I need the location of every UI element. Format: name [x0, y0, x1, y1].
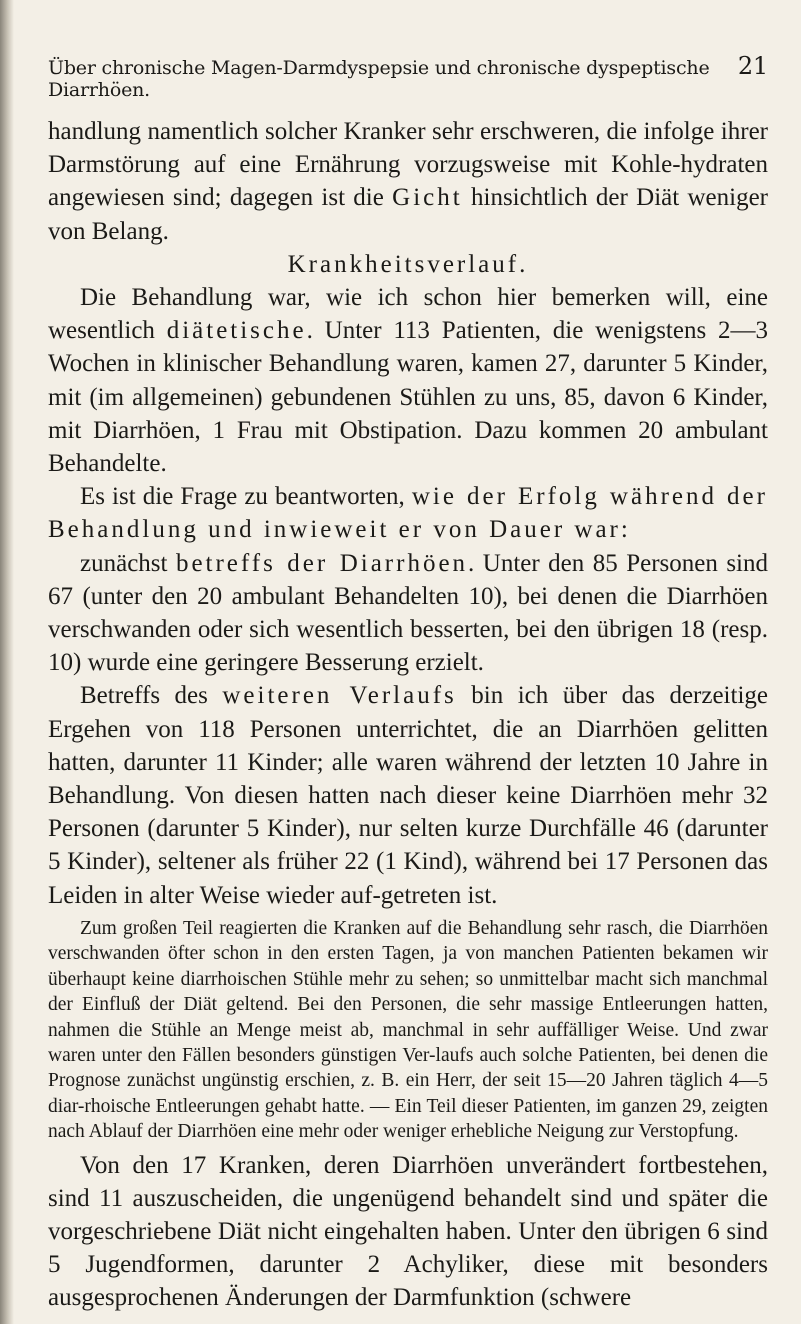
emphasis-diarrhoeen: betreffs der Diarrhöen: [175, 549, 469, 577]
book-gutter-shadow: [0, 0, 14, 1324]
emphasis-erfolg: wie der Erfolg während der Behandlung und inwieweit er von Dauer war:: [48, 483, 768, 544]
paragraph-question: Es ist die Frage zu beantworten, wie der Erfolg während der Behandlung und inwieweit er von Dauer war:: [48, 483, 768, 544]
small-print-paragraph: Zum großen Teil reagierten die Kranken auf die Behandlung sehr rasch, die Diarrhöen verschwanden öfter schon in den ersten Tagen, ja von manchen Patienten bekamen wir überhaupt keine diarrhoischen Stühle mehr zu sehen; so unmittelbar macht sich manchmal der Einfluß der Diät geltend. Bei den Personen, die sehr massige Entleerungen hatten, nahmen die Stühle an Menge meist ab, manchmal in sehr auffälliger Weise. Und zwar waren unter den Fällen besonders günstigen Ver-laufs auch solche Patienten, bei denen die Prognose zunächst ungünstig erschien, z. B. ein Herr, der seit 15—20 Jahren täglich 4—5 diar-rhoische Entleerungen gehabt hatte. — Ein Teil dieser Patienten, im ganzen 29, zeigten nach Ablauf der Diarrhöen eine mehr oder weniger erhebliche Neigung zur Verstopfung.: [48, 917, 768, 1143]
paragraph-remaining: Von den 17 Kranken, deren Diarrhöen unverändert fortbestehen, sind 11 auszuscheiden, die ungenügend behandelt sind und später die vorgeschriebene Diät nicht eingehalten haben. Unter den übrigen 6 sind 5 Jugendformen, darunter 2 Achyliker, diese mit besonders ausgesprochenen Änderungen der Darmfunktion (schwere: [48, 1151, 768, 1312]
emphasis-diaetetisch: diätetische: [166, 317, 307, 345]
paragraph-diarrhoeen: zunächst betreffs der Diarrhöen. Unter den 85 Personen sind 67 (unter den 20 ambulant Behandelten 10), bei denen die Diarrhöen verschwanden oder sich wesentlich besserten, bei den übrigen 18 (resp. 10) wurde eine geringere Besserung erzielt.: [48, 549, 769, 677]
running-title: Über chronische Magen-Darmdyspepsie und chronische dyspeptische Diarrhöen.: [48, 57, 710, 101]
running-header: [48, 52, 768, 101]
emphasis-verlauf: weiteren Verlaufs: [222, 682, 457, 710]
paragraph-treatment: Die Behandlung war, wie ich schon hier bemerken will, eine wesentlich diätetische. Unter 113 Patienten, die wenigstens 2—3 Wochen in klinischer Behandlung waren, kamen 27, darunter 5 Kinder, mit (im allgemeinen) gebundenen Stühlen zu uns, 85, davon 6 Kinder, mit Diarrhöen, 1 Frau mit Obstipation. Dazu kommen 20 ambulant Behandelte.: [48, 284, 768, 478]
section-heading: Krankheitsverlauf.: [287, 250, 529, 278]
paragraph-verlauf: Betreffs des weiteren Verlaufs bin ich über das derzeitige Ergehen von 118 Personen unterrichtet, die an Diarrhöen gelitten hatten, darunter 11 Kinder; alle waren während der letzten 10 Jahre in Behandlung. Von diesen hatten nach dieser keine Diarrhöen mehr 32 Personen (darunter 5 Kinder), nur selten kurze Durchfälle 46 (darunter 5 Kinder), seltener als früher 22 (1 Kind), während bei 17 Personen das Leiden in alter Weise wieder auf-getreten ist.: [48, 682, 768, 909]
paragraph-continuation: handlung namentlich solcher Kranker sehr erschweren, die infolge ihrer Darmstörung auf eine Ernährung vorzugsweise mit Kohle-hydraten angewiesen sind; dagegen ist die Gicht hinsichtlich der Diät weniger von Belang.: [48, 118, 769, 245]
book-page: [48, 52, 768, 1315]
page-number: 21: [737, 52, 768, 80]
emphasis-gicht: Gicht: [392, 184, 463, 212]
